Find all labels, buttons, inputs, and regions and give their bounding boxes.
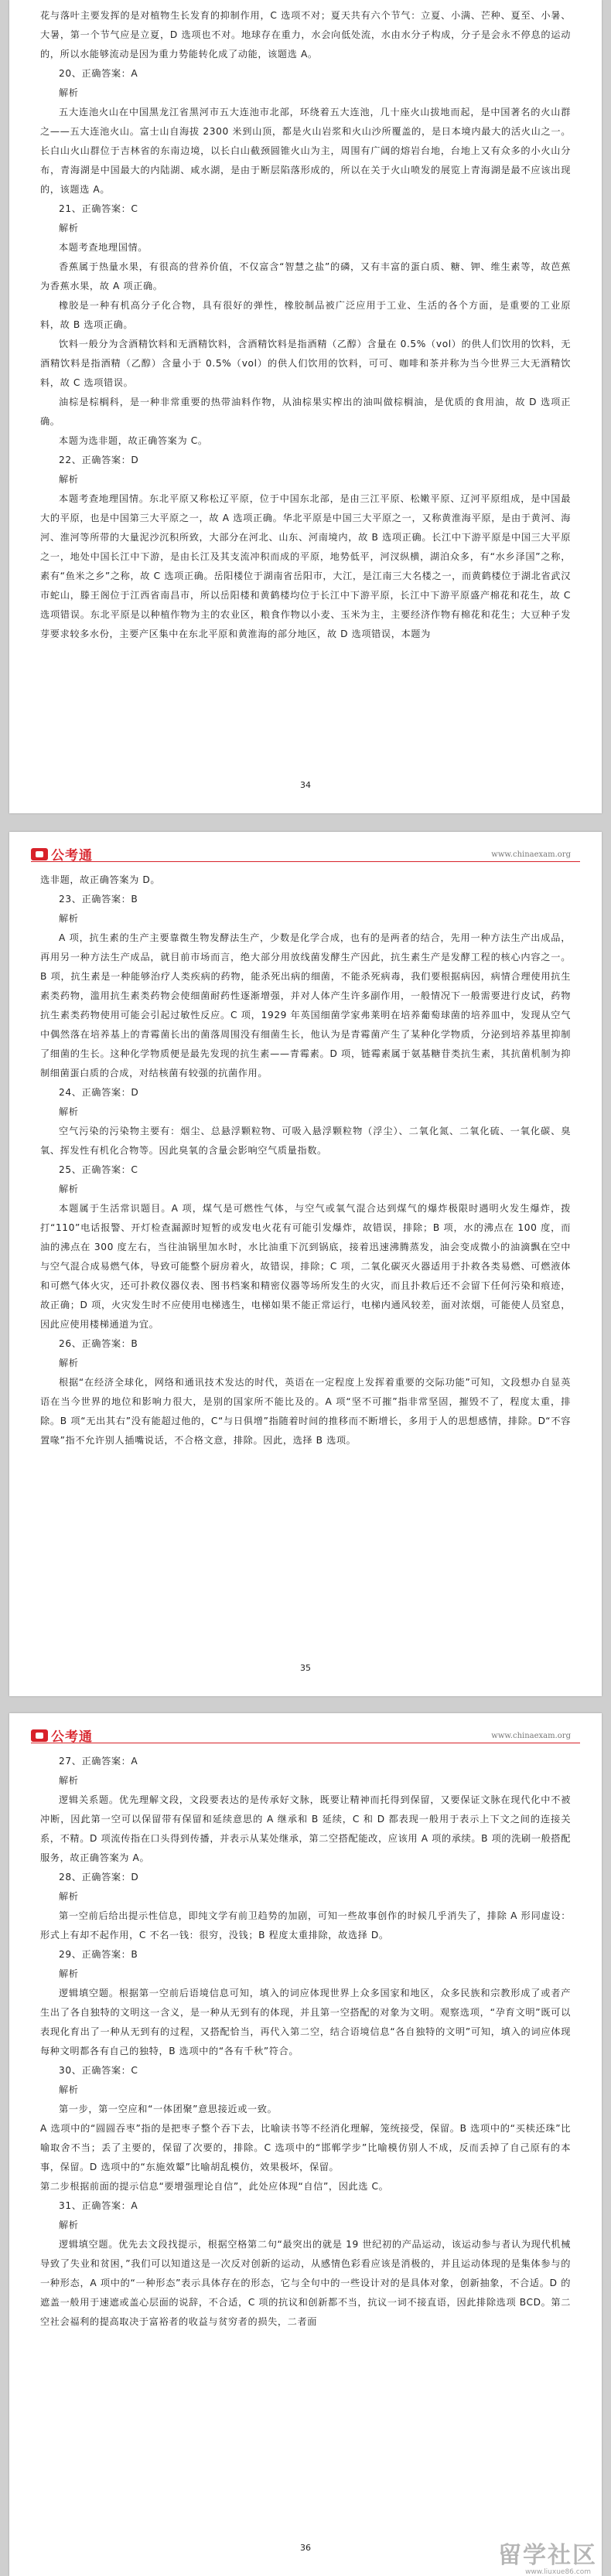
analysis-heading: 解析 (59, 1775, 79, 1786)
analysis-heading: 解析 (59, 1184, 79, 1194)
paragraph: 本题考查地理国情。 (59, 242, 148, 253)
site-url: www.chinaexam.org (491, 850, 571, 859)
answer-line: 20、正确答案：A (59, 68, 138, 79)
answer-line: 29、正确答案：B (59, 1949, 138, 1960)
page-content (40, 871, 571, 1450)
logo-text: 公考通 (51, 1729, 93, 1745)
paragraph: 本题考查地理国情。东北平原又称松辽平原，位于中国东北部，是由三江平原、松嫩平原、辽河平原组成，是中国最大的平原，也是中国第三大平原之一，故 A 选项正确。华北平原是中国三大平原之一，又称黄淮海平原，是由于黄河、海河、淮河等所带的大量泥沙沉积所致，大部分在河北、山东、河南境内，故 B 选项正确。长江中下游平原是中国三大平原之一，地处中国长江中下游，是由长江及其支流冲积而成的平原，地势低平，河汊纵横，湖泊众多，有“水乡泽国”之称，素有“鱼米之乡”之称，故 C 选项正确。岳阳楼位于湖南省岳阳市，大江，是江南三大名楼之一，而黄鹤楼位于湖北省武汉市蛇山，滕王阁位于江西省南昌市，所以岳阳楼和黄鹤楼均位于长江中下游平原，长江中下游平原盛产棉花和花生，故 C 选项错误。东北平原是以种植作物为主的农业区，粮食作物以小麦、玉米为主，主要经济作物有棉花和花生；大豆种子发芽要求较多水份，主要产区集中在东北平原和黄淮海的部分地区，故 D 选项错误，本题为 (40, 493, 571, 639)
header-divider (31, 861, 580, 862)
page-number: 36 (300, 2543, 311, 2553)
paragraph: 饮料一般分为含酒精饮料和无酒精饮料，含酒精饮料是指酒精（乙醇）含量在 0.5%（vol）的供人们饮用的饮料，无酒精饮料是指酒精（乙醇）含量小于 0.5%（vol）的供人们饮用的饮料，可可、咖啡和茶并称为当今世界三大无酒精饮料，故 C 选项错误。 (40, 339, 571, 388)
logo-icon (31, 848, 48, 860)
watermark-logo: 留学社区 (498, 2542, 597, 2569)
answer-line: 28、正确答案：D (59, 1872, 139, 1883)
answer-line: 23、正确答案：B (59, 894, 138, 905)
analysis-heading: 解析 (59, 1968, 79, 1979)
answer-line: 25、正确答案：C (59, 1164, 138, 1175)
paragraph: 第一步，第一空应和“一体团聚”意思接近或一致。 (59, 2104, 278, 2114)
logo-text: 公考通 (51, 848, 93, 864)
page-36 (9, 1713, 602, 2576)
page-content (40, 6, 571, 644)
analysis-heading: 解析 (59, 2084, 79, 2095)
paragraph: 第一空前后给出提示性信息，即纯文学有前卫趋势的加剧，可知一些故事创作的时候几乎消失了，排除 A 形同虚设：形式上有却不起作用，C 不名一钱：很穷，没钱；B 程度太重排除，故选择 D。 (40, 1910, 571, 1941)
answer-line: 26、正确答案：B (59, 1338, 138, 1349)
page-34 (9, 0, 602, 813)
analysis-heading: 解析 (59, 1358, 79, 1368)
paragraph: 逻辑填空题。优先去文段找提示，根据空格第二句“最突出的就是 19 世纪初的产品运动，该运动参与者认为现代机械导致了失业和贫困，”我们可以知道这是一次反对创新的运动，从感情色彩看应该是消极的，并且运动体现的是集体参与的一种形态，A 项中的“一种形态”表示具体存在的形态，它与全句中的一些设计对的是具体对象，创新抽象，不合适。D 的遮盖一般用于速遮或盖心层面的说辞，不合适，C 项的抗议和创新都不当，抗议一词不接直语，因此排除选项 BCD。第二空社会福利的提高取决于富裕者的收益与贫穷者的损失，二者面 (40, 2239, 571, 2327)
paragraph: 橡胶是一种有机高分子化合物，具有很好的弹性，橡胶制品被广泛应用于工业、生活的各个方面，是重要的工业原料，故 B 选项正确。 (40, 300, 571, 330)
paragraph: 根据“在经济全球化，网络和通讯技术发达的时代，英语在一定程度上发挥着重要的交际功能”可知，文段想办自显英语在当今世界的地位和影响力很大，是别的国家所不能比及的。A 项“坚不可摧”指非常坚固，摧毁不了，程度太重，排除。B 项“无出其右”没有能超过他的，C“与日俱增”指随着时间的推移而不断增长，多用于人的思想感情，排除。D“不容置喙”指不允许别人插嘴说话，不合格文意，排除。因此，选择 B 选项。 (40, 1377, 571, 1446)
analysis-heading: 解析 (59, 2220, 79, 2230)
analysis-heading: 解析 (59, 913, 79, 924)
logo-icon (31, 1729, 48, 1742)
paragraph: 逻辑填空题。根据第一空前后语境信息可知，填入的词应体现世界上众多国家和地区，众多民族和宗教形成了或者产生出了各自独特的文明这一含义，是一种从无到有的体现，并且第一空搭配的对象为文明。观察选项，“孕育文明”既可以表现化育出了一种从无到有的过程，又搭配恰当，再代入第二空，结合语境信息“各自独特的文明”可知，填入的词应体现每种文明都各有自己的独特，B 选项中的“各有千秋”符合。 (40, 1988, 571, 2056)
paragraph: 第二步根据前面的提示信息“要增强理论自信”，此处应体现“自信”，因此选 C。 (40, 2181, 389, 2192)
answer-line: 31、正确答案：A (59, 2200, 138, 2211)
answer-line: 27、正确答案：A (59, 1756, 138, 1767)
answer-line: 22、正确答案：D (59, 455, 139, 465)
paragraph: 油棕是棕榈科，是一种非常重要的热带油料作物，从油棕果实榨出的油叫做棕榈油，是优质的食用油，故 D 选项正确。 (40, 397, 571, 427)
analysis-heading: 解析 (59, 474, 79, 485)
paragraph: 花与落叶主要发挥的是对植物生长发育的抑制作用，C 选项不对；夏天共有六个节气：立夏、小满、芒种、夏至、小暑、大暑，第一个节气应是立夏，D 选项也不对。地球存在重力，水会向低处流，水由水分子构成，分子是会永不停息的运动的，所以水能够流动是因为重力势能转化成了动能，该题选 A。 (40, 10, 571, 60)
answer-line: 30、正确答案：C (59, 2065, 138, 2076)
paragraph: 五大连池火山在中国黑龙江省黑河市五大连池市北部，环绕着五大连池，几十座火山拔地而起，是中国著名的火山群之——五大连池火山。富士山自海拔 2300 米到山顶，都是火山岩浆和火山沙所覆盖的，是日本境内最大的活火山之一。长白山火山群位于吉林省的东南边境，以长白山截颈圆锥火山为主，周围有广阔的熔岩台地，台地上又有众多的小火山分布，青海湖是中国最大的内陆湖、咸水湖，是由于断层陷落形成的，所以在关于火山喷发的展览上青海湖是最不应该出现的，该题选 A。 (40, 107, 571, 195)
paragraph: 香蕉属于热量水果，有很高的营养价值，不仅富含“智慧之盐”的磷，又有丰富的蛋白质、糖、钾、维生素等，故芭蕉为香蕉水果，故 A 项正确。 (40, 261, 571, 291)
analysis-heading: 解析 (59, 223, 79, 233)
analysis-heading: 解析 (59, 1891, 79, 1902)
page-number: 35 (300, 1663, 311, 1673)
paragraph: A 选项中的“圆圆吞枣”指的是把枣子整个吞下去，比喻读书等不经消化理解，笼统接受，保留。B 选项中的“买椟还珠”比喻取舍不当；丢了主要的，保留了次要的，排除。C 选项中的“邯郸学步”比喻模仿别人不成，反而丢掉了自己原有的本事，保留。D 选项中的“东施效颦”比喻胡乱模仿，效果极坏，保留。 (40, 2123, 571, 2172)
page-number: 34 (300, 780, 311, 790)
paragraph: A 项，抗生素的生产主要靠微生物发酵法生产，少数是化学合成，也有的是两者的结合，先用一种方法生产出成品，再用另一种方法生产成品，就目前市场而言，绝大部分用放线菌发酵生产因此，抗生素生产是发酵工程的核心内容之一。B 项，抗生素是一种能够治疗人类疾病的药物，能杀死出病的细菌，不能杀死病毒，我们要根据病因，病情合理使用抗生素类药物，滥用抗生素类药物会使细菌耐药性逐渐增强，并对人体产生许多副作用，一般情况下一般需要进行皮试，药物抗生素类药物使用可能会引起过敏性反应。C 项，1929 年英国细菌学家弗莱明在培养葡萄球菌的培养皿中，发现从空气中偶然落在培养基上的青霉菌长出的菌落周围没有细菌生长，他认为是青霉菌产生了某种化学物质，分泌到培养基里抑制了细菌的生长。这种化学物质便是最先发现的抗生素——青霉素。D 项，链霉素属于氨基糖苷类抗生素，其抗菌机制为抑制细菌蛋白质的合成，对结核菌有较强的抗菌作用。 (40, 932, 571, 1078)
page-content (40, 1752, 571, 2332)
paragraph: 选非题，故正确答案为 D。 (40, 874, 161, 885)
site-url: www.chinaexam.org (491, 1732, 571, 1740)
paragraph: 本题为选非题，故正确答案为 C。 (59, 435, 208, 446)
analysis-heading: 解析 (59, 87, 79, 98)
watermark-url: www.liuxue86.com (525, 2568, 591, 2576)
analysis-heading: 解析 (59, 1106, 79, 1117)
paragraph: 空气污染的污染物主要有：烟尘、总悬浮颗粒物、可吸入悬浮颗粒物（浮尘）、二氧化氮、二氧化硫、一氧化碳、臭氧、挥发性有机化合物等。因此臭氧的含量会影响空气质量指数。 (40, 1126, 571, 1156)
answer-line: 24、正确答案：D (59, 1087, 139, 1098)
page-35 (9, 832, 602, 1696)
answer-line: 21、正确答案：C (59, 203, 138, 214)
paragraph: 本题属于生活常识题目。A 项，煤气是可燃性气体，与空气或氧气混合达到煤气的爆炸极限时遇明火发生爆炸，拨打“110”电话报警、开灯检查漏源时短暂的或发电火花有可能引发爆炸，故错误，排除；B 项，水的沸点在 100 度，而油的沸点在 300 度左右，当往油锅里加水时，水比油重下沉到锅底，接着迅速沸腾蒸发，油会变成微小的油滴飘在空中与空气混合成易燃气体，导致可能整个厨房着火，故错误，排除；C 项，二氧化碳灭火器适用于扑救各类易燃、可燃液体和可燃气体火灾，还可扑救仪器仪表、图书档案和精密仪器等场所发生的火灾，而且扑救后还不会留下任何污染和痕迹，故正确；D 项，火灾发生时不应使用电梯逃生，电梯如果不能正常运行，电梯内通风较差，面对浓烟，可能使人员窒息，因此应使用楼梯通道为宜。 (40, 1203, 571, 1330)
paragraph: 逻辑关系题。优先理解文段，文段要表达的是传承好文脉，既要让精神而托得到保留，又要保证文脉在现代化中不被冲断，因此第一空可以保留带有保留和延续意思的 A 继承和 B 延续，C 和 D 都表现一般用于表示上下文之间的连接关系，不精。D 项流传指在口头得到传播，并表示从某处继承，第二空搭配能改，应该用 A 项的承续。B 项的洗刷一般搭配服务，故正确答案为 A。 (40, 1794, 571, 1863)
